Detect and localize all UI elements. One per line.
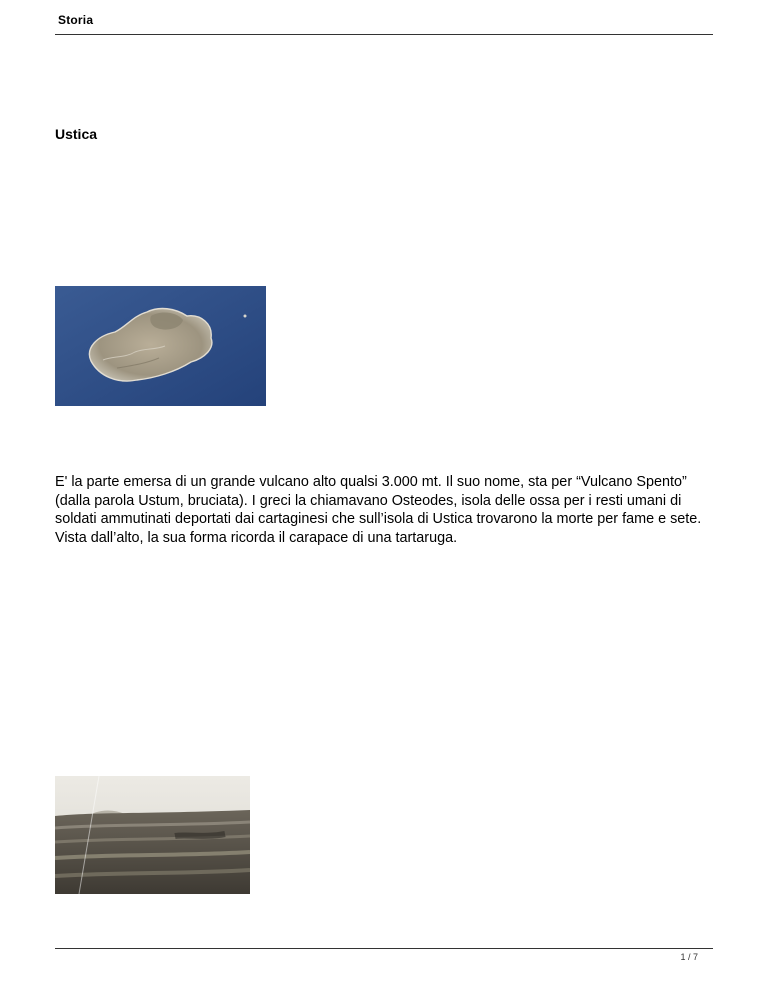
page-number: 1 / 7 xyxy=(680,952,698,962)
footer-divider xyxy=(55,948,713,949)
article-paragraph: E' la parte emersa di un grande vulcano alto qualsi 3.000 mt. Il suo nome, sta per “Vulcano Spento” (dalla parola Ustum, bruciata). I greci la chiamavano Osteodes, isola delle ossa per i resti umani di soldati ammutinati deportati dai cartaginesi che sull’isola di Ustica trovarono la morte per fame e sete. Vista dall’alto, la sua forma ricorda il carapace di una tartaruga. xyxy=(55,474,702,546)
landscape-photo xyxy=(55,776,250,894)
page-header-title: Storia xyxy=(58,13,94,27)
header-divider xyxy=(55,34,713,35)
article-title: Ustica xyxy=(55,126,98,142)
aerial-island-photo xyxy=(55,286,266,406)
